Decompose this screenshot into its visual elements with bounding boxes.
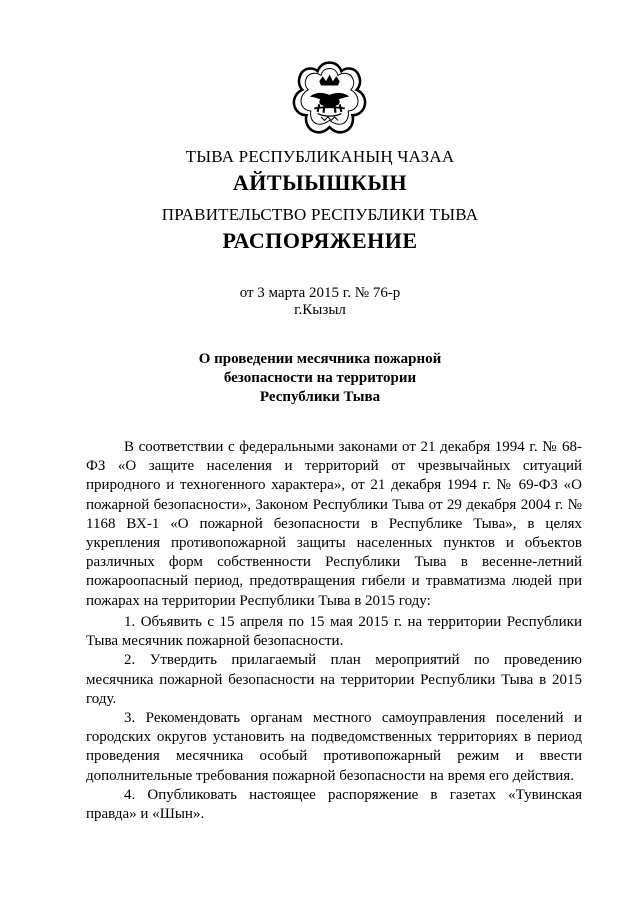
order-item: 4. Опубликовать настоящее распоряжение в газетах «Тувинская правда» и «Шын». <box>86 786 582 823</box>
order-item: 2. Утвердить прилагаемый план мероприятий по проведению месячника пожарной безопасности на территории Республики Тыва в 2015 году. <box>86 652 582 707</box>
order-item: 1. Объявить с 15 апреля по 15 мая 2015 г. на территории Республики Тыва месячник пожарной безопасности. <box>86 614 582 650</box>
header-government-russian: ПРАВИТЕЛЬСТВО РЕСПУБЛИКИ ТЫВА <box>161 205 479 224</box>
header-government-tuvan: ТЫВА РЕСПУБЛИКАНЫҢ ЧАЗАА <box>185 147 455 166</box>
order-items-list <box>86 613 582 824</box>
header-order-type-russian: РАСПОРЯЖЕНИЕ <box>222 228 418 253</box>
document-title-line: О проведении месячника пожарной <box>198 351 442 367</box>
document-title <box>0 350 640 407</box>
document-city: г.Кызыл <box>294 302 346 318</box>
header-order-type-tuvan: АЙТЫЫШКЫН <box>232 170 408 195</box>
tuva-coat-of-arms-icon <box>287 57 372 143</box>
document-title-line: Республики Тыва <box>259 389 381 405</box>
preamble-paragraph: В соответствии с федеральными законами от 21 декабря 1994 г. № 68-ФЗ «О защите населения и территорий от чрезвычайных ситуаций природного и техногенного характера», от 21 декабря 1994 г. № 69-ФЗ «О пожарной безопасности», Законом Республики Тыва от 29 декабря 2004 г. № 1168 ВХ-1 «О пожарной безопасности в Республике Тыва», в целях укрепления противопожарной защиты населенных пунктов и объектов различных форм собственности Республики Тыва в весенне-летний пожароопасный период, предотвращения гибели и травматизма людей при пожарах на территории Республики Тыва в 2015 году: <box>86 439 582 609</box>
document-title-line: безопасности на территории <box>223 370 417 386</box>
order-item: 3. Рекомендовать органам местного самоуправления поселений и городских округов установить на подведомственных территориях в период проведения месячника особый противопожарный режим и ввести дополнительные требования пожарной безопасности на время его действия. <box>86 710 582 784</box>
preamble-section <box>86 438 582 611</box>
document-date-number: от 3 марта 2015 г. № 76-р <box>239 285 401 301</box>
